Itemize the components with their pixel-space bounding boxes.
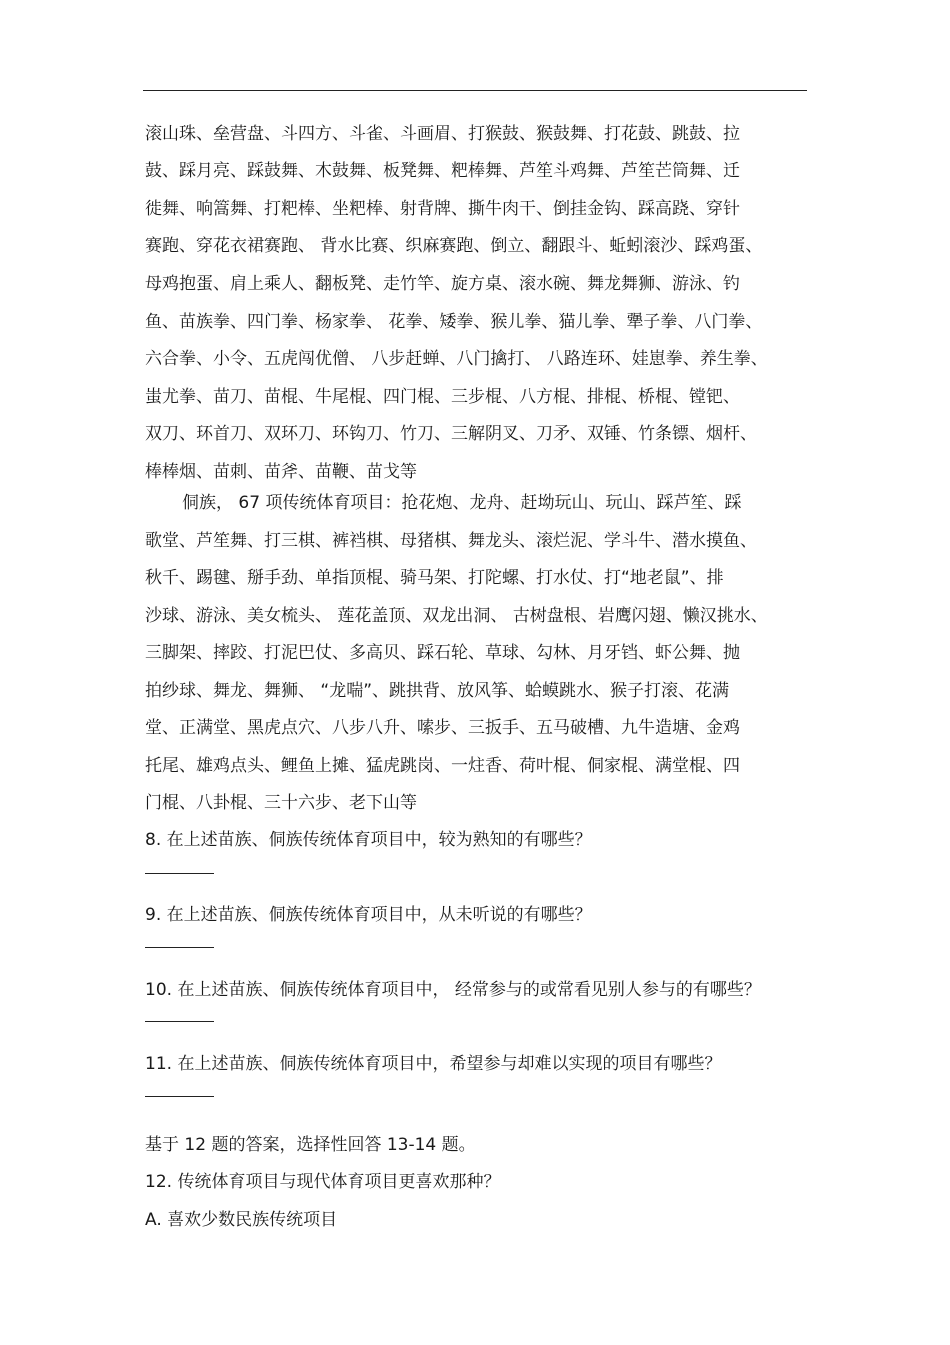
dong-list-line: 秋千、踢毽、掰手劲、单指顶棍、骑马架、打陀螺、打水仗、打“地老鼠”、排: [145, 568, 724, 588]
dong-list-line: 歌堂、芦笙舞、打三棋、裤裆棋、母猪棋、舞龙头、滚烂泥、学斗牛、潜水摸鱼、: [145, 531, 757, 551]
miao-list-line: 六合拳、小令、五虎闯优僧、 八步赶蝉、八门擒打、 八路连环、娃崽拳、养生拳、: [145, 349, 768, 369]
miao-list-line: 鼓、踩月亮、踩鼓舞、木鼓舞、板凳舞、粑棒舞、芦笙斗鸡舞、芦笙芒筒舞、迁: [145, 161, 740, 181]
answer-blank-8[interactable]: [145, 873, 214, 874]
dong-list-line: 门棍、八卦棍、三十六步、老下山等: [145, 793, 417, 813]
question-10: 10. 在上述苗族、侗族传统体育项目中， 经常参与的或常看见别人参与的有哪些？: [145, 980, 761, 1000]
header-rule: [143, 90, 807, 91]
miao-list-line: 蚩尤拳、苗刀、苗棍、牛尾棍、四门棍、三步棍、八方棍、排棍、桥棍、镗钯、: [145, 387, 740, 407]
dong-list-line: 堂、正满堂、黑虎点穴、八步八升、嗦步、三扳手、五马破槽、九牛造塘、金鸡: [145, 718, 740, 738]
miao-list-line: 棒棒烟、苗刺、苗斧、苗鞭、苗戈等: [145, 462, 417, 482]
miao-list-line: 赛跑、穿花衣裙赛跑、 背水比赛、织麻赛跑、倒立、翻跟斗、蚯蚓滚沙、踩鸡蛋、: [145, 236, 763, 256]
question-9: 9. 在上述苗族、侗族传统体育项目中，从未听说的有哪些？: [145, 905, 592, 925]
answer-blank-9[interactable]: [145, 947, 214, 948]
dong-list-line: 沙球、游泳、美女梳头、 莲花盖顶、双龙出洞、 古树盘根、岩鹰闪翅、懒汉挑水、: [145, 606, 768, 626]
dong-list-line: 侗族， 67 项传统体育项目：抢花炮、龙舟、赶坳玩山、玩山、踩芦笙、踩: [182, 493, 742, 513]
answer-blank-10[interactable]: [145, 1021, 214, 1022]
instruction-note: 基于 12 题的答案，选择性回答 13-14 题。: [145, 1135, 476, 1155]
dong-list-line: 拍纱球、舞龙、舞狮、 “龙喘”、跳拱背、放风筝、蛤蟆跳水、猴子打滚、花满: [145, 681, 730, 701]
miao-list-line: 徙舞、响篙舞、打粑棒、坐粑棒、射背牌、撕牛肉干、倒挂金钩、踩高跷、穿针: [145, 199, 740, 219]
miao-list-line: 滚山珠、垒营盘、斗四方、斗雀、斗画眉、打猴鼓、猴鼓舞、打花鼓、跳鼓、拉: [145, 124, 740, 144]
question-12-option-a[interactable]: A. 喜欢少数民族传统项目: [145, 1210, 338, 1230]
dong-list-line: 三脚架、摔跤、打泥巴仗、多高贝、踩石轮、草球、勾林、月牙铛、虾公舞、抛: [145, 643, 740, 663]
dong-list-line: 托尾、雄鸡点头、鲤鱼上摊、猛虎跳岗、一炷香、荷叶棍、侗家棍、满堂棍、四: [145, 756, 740, 776]
answer-blank-11[interactable]: [145, 1096, 214, 1097]
miao-list-line: 双刀、环首刀、双环刀、环钩刀、竹刀、三解阴叉、刀矛、双锤、竹条镖、烟杆、: [145, 424, 757, 444]
question-11: 11. 在上述苗族、侗族传统体育项目中，希望参与却难以实现的项目有哪些？: [145, 1054, 722, 1074]
question-8: 8. 在上述苗族、侗族传统体育项目中，较为熟知的有哪些？: [145, 830, 592, 850]
miao-list-line: 鱼、苗族拳、四门拳、杨家拳、 花拳、矮拳、猴儿拳、猫儿拳、犟子拳、八门拳、: [145, 312, 763, 332]
question-12: 12. 传统体育项目与现代体育项目更喜欢那种？: [145, 1172, 501, 1192]
miao-list-line: 母鸡抱蛋、肩上乘人、翻板凳、走竹竿、旋方桌、滚水碗、舞龙舞狮、游泳、钓: [145, 274, 740, 294]
